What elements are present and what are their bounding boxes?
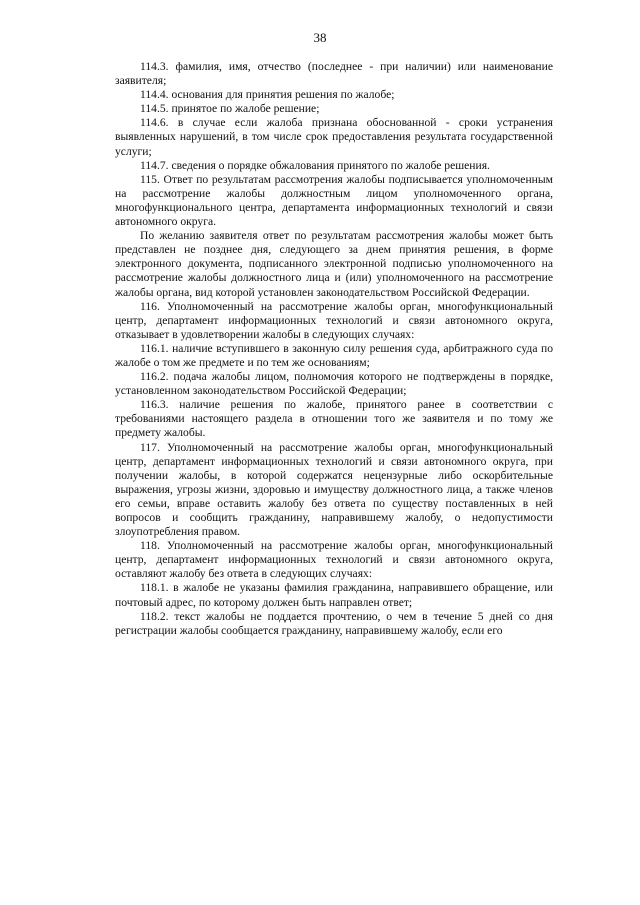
paragraph-117: 117. Уполномоченный на рассмотрение жалобы орган, многофункциональный центр, департамент информационных технологий и связи автономного округа, при получении жалобы, в которой содержатся нецензурные либо оскорбительные выражения, угрозы жизни, здоровью и имуществу должностного лица, а также членов его семьи, вправе оставить жалобу без ответа по существу поставленных в ней вопросов и сообщить гражданину, направившему жалобу, о недопустимости злоупотребления правом. <box>115 440 553 539</box>
paragraph-114-5: 114.5. принятое по жалобе решение; <box>140 102 320 116</box>
paragraph-116: 116. Уполномоченный на рассмотрение жалобы орган, многофункциональный центр, департамент информационных технологий и связи автономного округа, отказывает в удовлетворении жалобы в следующих случаях: <box>115 299 553 341</box>
paragraph-116-3: 116.3. наличие решения по жалобе, принятого ранее в соответствии с требованиями настоящего раздела в отношении того же заявителя и по тому же предмету жалобы. <box>115 398 553 440</box>
document-body <box>115 60 553 638</box>
page-number: 38 <box>313 30 327 45</box>
paragraph-116-1: 116.1. наличие вступившего в законную силу решения суда, арбитражного суда по жалобе о том же предмете и по тем же основаниям; <box>115 341 553 369</box>
paragraph-114-3: 114.3. фамилия, имя, отчество (последнее - при наличии) или наименование заявителя; <box>115 60 553 88</box>
paragraph-118-1: 118.1. в жалобе не указаны фамилия гражданина, направившего обращение, или почтовый адрес, по которому должен быть направлен ответ; <box>115 581 553 609</box>
paragraph-114-4: 114.4. основания для принятия решения по жалобе; <box>140 88 395 102</box>
paragraph-118: 118. Уполномоченный на рассмотрение жалобы орган, многофункциональный центр, департамент информационных технологий и связи автономного округа, оставляют жалобу без ответа в следующих случаях: <box>115 539 553 581</box>
paragraph-114-7: 114.7. сведения о порядке обжалования принятого по жалобе решения. <box>140 158 490 172</box>
paragraph-118-2: 118.2. текст жалобы не поддается прочтению, о чем в течение 5 дней со дня регистрации жалобы сообщается гражданину, направившему жалобу, если его <box>115 609 553 637</box>
paragraph-115: 115. Ответ по результатам рассмотрения жалобы подписывается уполномоченным на рассмотрение жалобы должностным лицом уполномоченного органа, многофункционального центра, департамента информационных технологий и связи автономного округа. <box>115 172 553 229</box>
paragraph-115-electronic-answer: По желанию заявителя ответ по результатам рассмотрения жалобы может быть представлен не позднее дня, следующего за днем принятия решения, в форме электронного документа, подписанного электронной подписью уполномоченного на рассмотрение жалобы должностного лица и (или) уполномоченного на рассмотрение жалобы органа, вид которой установлен законодательством Российской Федерации. <box>115 229 553 299</box>
paragraph-116-2: 116.2. подача жалобы лицом, полномочия которого не подтверждены в порядке, установленном законодательством Российской Федерации; <box>115 370 553 398</box>
paragraph-114-6: 114.6. в случае если жалоба признана обоснованной - сроки устранения выявленных нарушений, в том числе срок предоставления результата государственной услуги; <box>115 116 553 158</box>
